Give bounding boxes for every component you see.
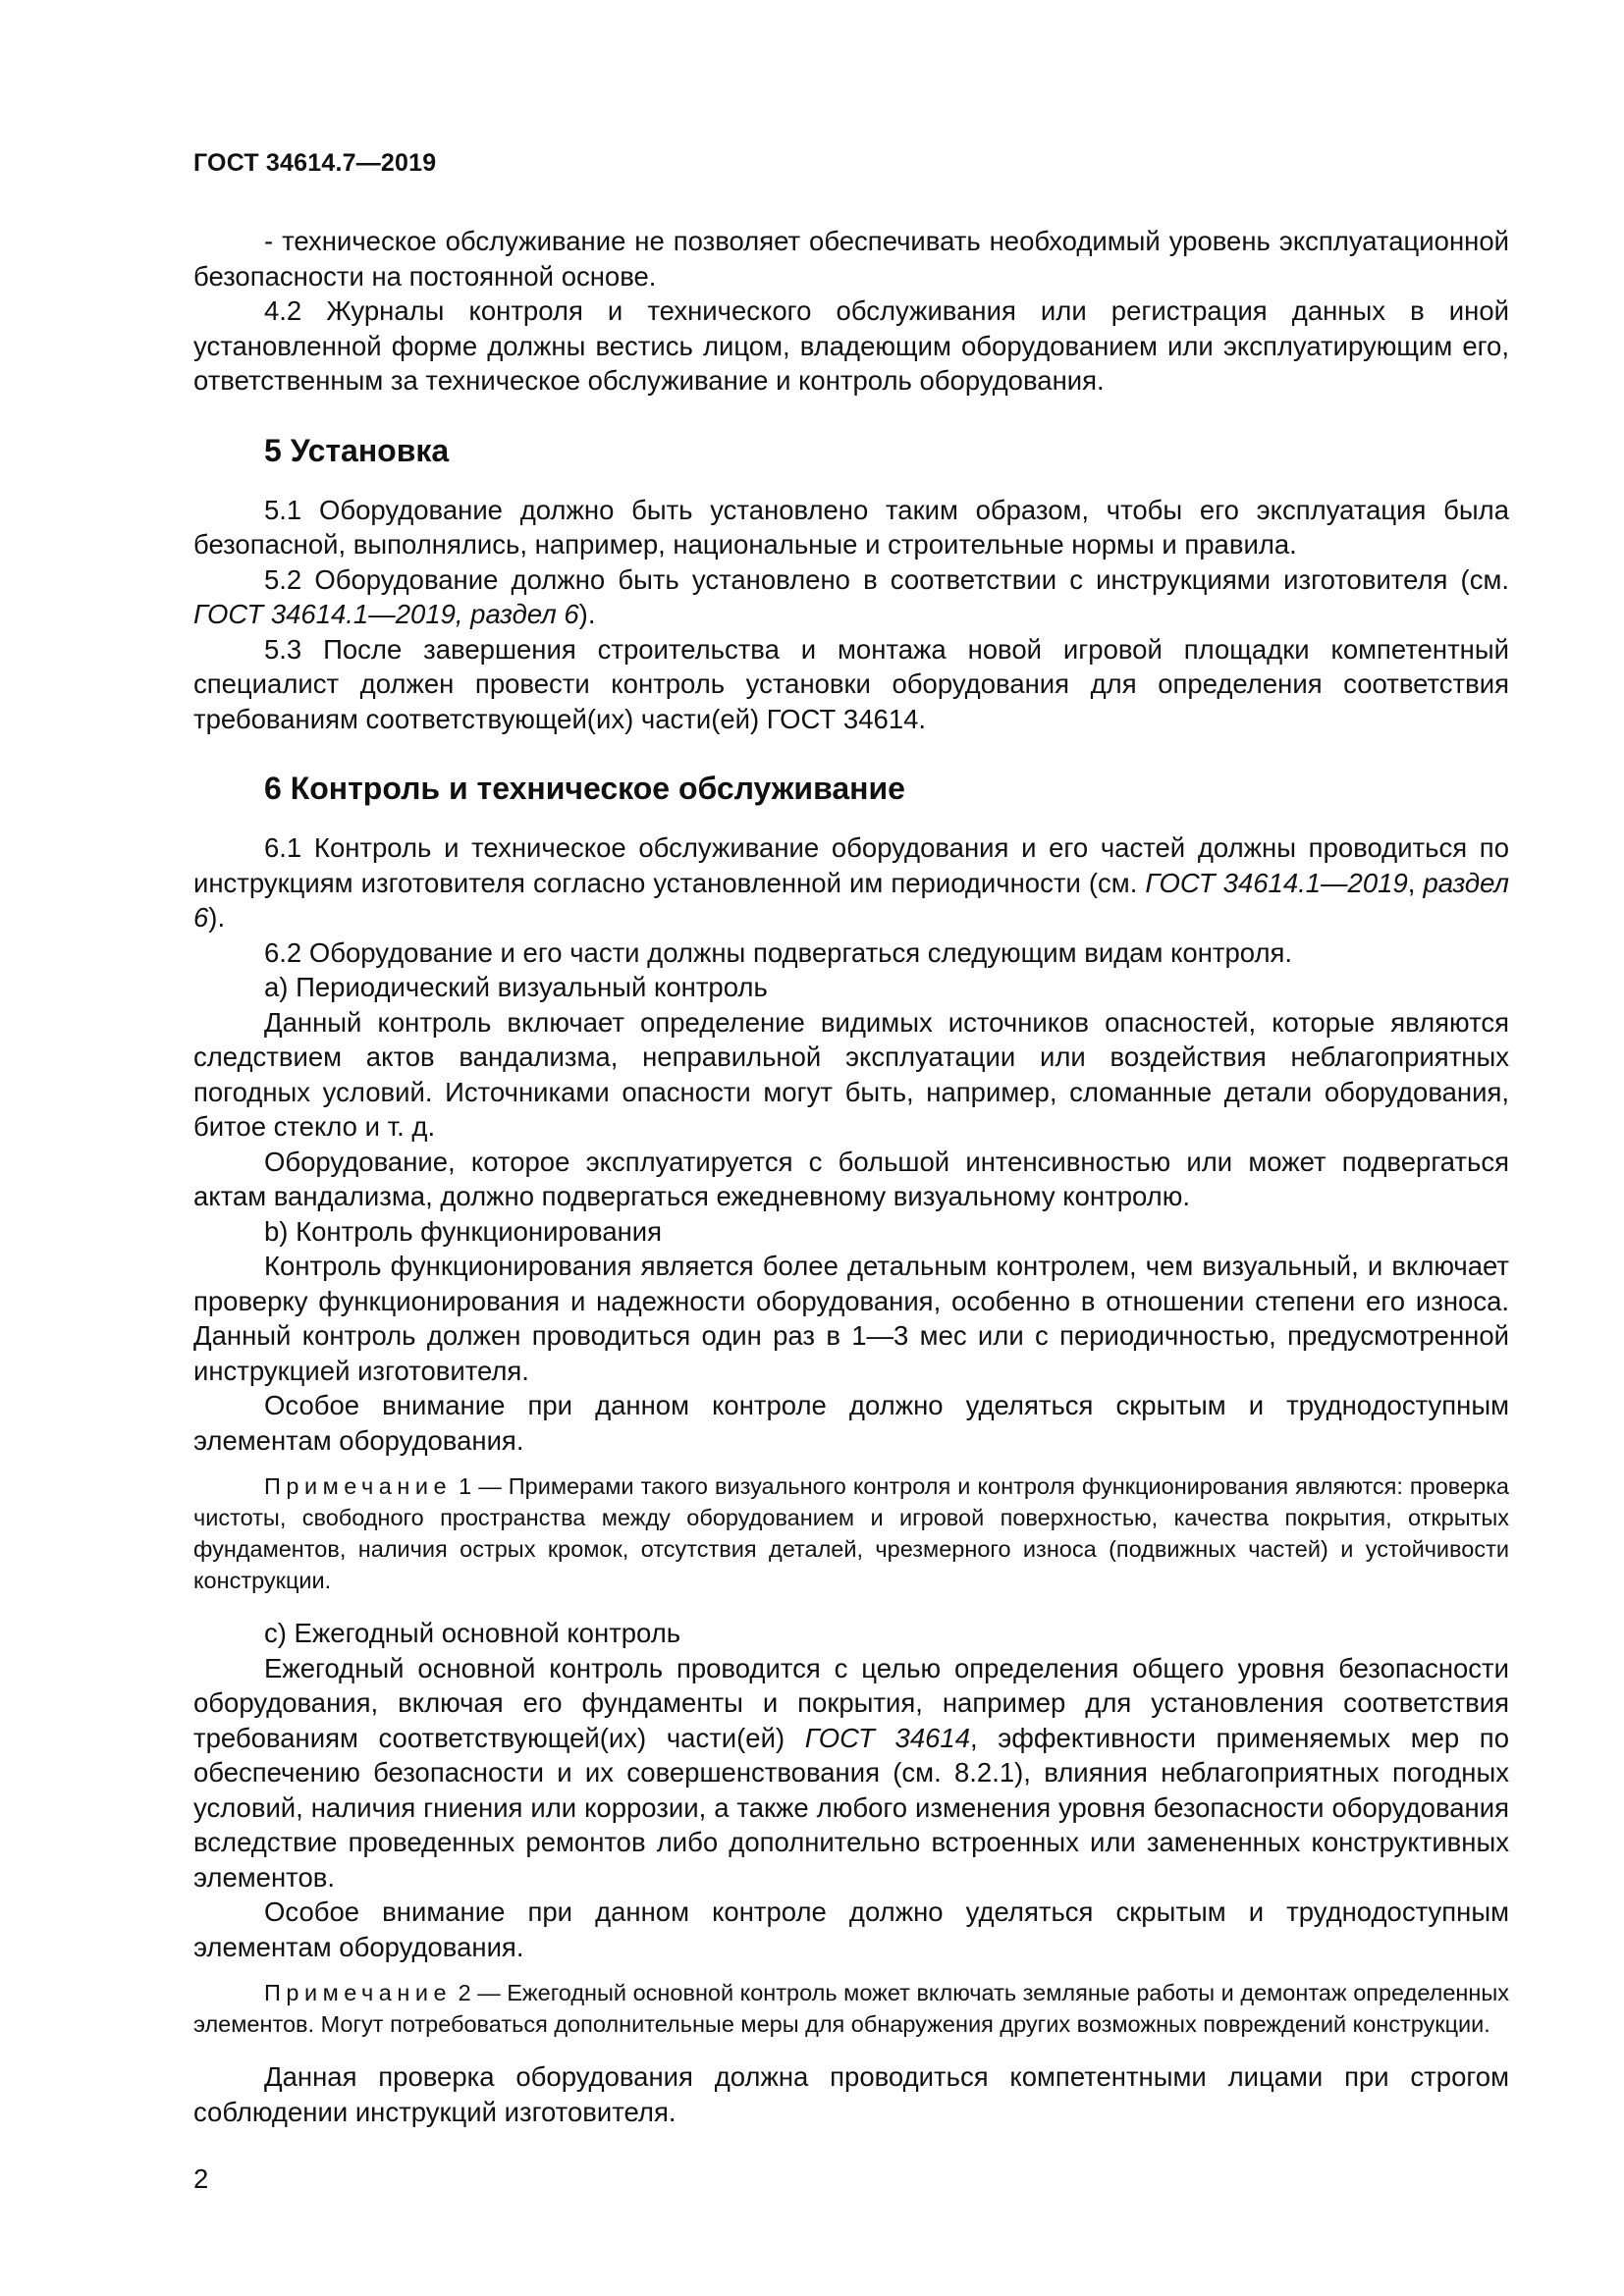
item-c-title: c) Ежегодный основной контроль xyxy=(264,1618,681,1648)
paragraph-6-1-text: 6.1 Контроль и техническое обслуживание оборудования и его частей должны проводиться по инструкциям изготовителя согласно установленной им периодичности (см. xyxy=(193,832,1509,898)
item-b-paragraph-1: Контроль функционирования является более детальным контролем, чем визуальный, и включает проверку функционирования и надежности оборудования, особенно в отношении степени его износа. Данный контроль должен проводиться один раз в 1—3 мес или с периодичностью, предусмотренной инструкцией изготовителя. xyxy=(193,1251,1509,1386)
note-2-text: 2 — Ежегодный основной контроль может включать земляные работы и демонтаж определенных элементов. Могут потребоваться дополнительные меры для обнаружения других возможных повреждений конструкции. xyxy=(193,1980,1509,2037)
paragraph-dash-item: - техническое обслуживание не позволяет обеспечивать необходимый уровень эксплуатационной безопасности на постоянной основе. xyxy=(193,226,1509,292)
item-c-paragraph-2: Особое внимание при данном контроле должно уделяться скрытым и труднодоступным элементам оборудования. xyxy=(193,1896,1509,1962)
item-b-title: b) Контроль функционирования xyxy=(264,1215,663,1247)
item-c-paragraph-1 xyxy=(193,1651,1509,1896)
note-1-label: Примечание xyxy=(264,1473,453,1499)
paragraph-5-2-end: ). xyxy=(578,599,596,629)
paragraph-6-1-reference: ГОСТ 34614.1—2019 xyxy=(1145,867,1408,898)
paragraph-5-2 xyxy=(193,562,1509,632)
paragraph-6-2: 6.2 Оборудование и его части должны подвергаться следующим видам контроля. xyxy=(264,936,1293,968)
document-code-header: ГОСТ 34614.7—2019 xyxy=(193,149,437,177)
paragraph-6-1-separator: , xyxy=(1407,867,1424,898)
section-5-heading: 5 Установка xyxy=(264,432,450,468)
paragraph-5-1: 5.1 Оборудование должно быть установлено таким образом, чтобы его эксплуатация была безопасной, выполнялись, например, национальные и строительные нормы и правила. xyxy=(193,494,1509,560)
paragraph-5-2-reference: ГОСТ 34614.1—2019, раздел 6 xyxy=(193,599,579,629)
item-c-paragraph-1-text: Ежегодный основной контроль проводится с целью определения общего уровня безопасности оборудования, включая его фундаменты и покрытия, например для установления соответствия требованиям соответствующей(их) части(ей) xyxy=(193,1652,1509,1753)
item-c-paragraph-1-end: , эффективности применяемых мер по обеспечению безопасности и их совершенствования (см. 8.2.1), влияния неблагоприятных погодных условий, наличия гниения или коррозии, а также любого изменения уровня безопасности оборудования вследствие проведенных ремонтов либо дополнительно встроенных или замененных конструктивных элементов. xyxy=(193,1722,1509,1893)
page-number: 2 xyxy=(193,2163,209,2194)
paragraph-5-3: 5.3 После завершения строительства и монтажа новой игровой площадки компетентный специалист должен провести контроль установки оборудования для определения соответствия требованиям соответствующей(их) части(ей) ГОСТ 34614. xyxy=(193,633,1509,734)
section-6-heading: 6 Контроль и техническое обслуживание xyxy=(264,771,905,806)
paragraph-6-1-section-reference: раздел 6 xyxy=(193,867,1510,933)
paragraph-6-1 xyxy=(193,830,1509,935)
note-2 xyxy=(193,1977,1509,2040)
note-1-text: 1 — Примерами такого визуального контроля и контроля функционирования являются: проверка чистоты, свободного пространства между оборудованием и игровой поверхностью, качества покрытия, открытых фундаментов, наличия острых кромок, отсутствия деталей, чрезмерного износа (подвижных частей) и устойчивости конструкции. xyxy=(193,1473,1509,1593)
item-a-paragraph-2: Оборудование, которое эксплуатируется с большой интенсивностью или может подвергаться актам вандализма, должно подвергаться ежедневному визуальному контролю. xyxy=(193,1146,1509,1211)
final-paragraph: Данная проверка оборудования должна проводиться компетентными лицами при строгом соблюдении инструкций изготовителя. xyxy=(193,2061,1509,2127)
item-b-paragraph-2: Особое внимание при данном контроле должно уделяться скрытым и труднодоступным элементам оборудования. xyxy=(193,1390,1509,1456)
paragraph-6-1-end: ). xyxy=(208,902,226,933)
paragraph-4-2: 4.2 Журналы контроля и технического обслуживания или регистрация данных в иной установленной форме должны вестись лицом, владеющим оборудованием или эксплуатирующим его, ответственным за техническое обслуживание и контроль оборудования. xyxy=(193,295,1509,396)
item-a-title: a) Периодический визуальный контроль xyxy=(264,972,768,1002)
document-body xyxy=(193,224,1509,2129)
item-a-paragraph-1: Данный контроль включает определение видимых источников опасностей, которые являются следствием актов вандализма, неправильной эксплуатации или воздействия неблагоприятных погодных условий. Источниками опасности могут быть, например, сломанные детали оборудования, битое стекло и т. д. xyxy=(193,1006,1509,1142)
note-2-label: Примечание xyxy=(264,1980,453,2005)
item-c-paragraph-1-reference: ГОСТ 34614 xyxy=(804,1722,970,1753)
note-1 xyxy=(193,1470,1509,1596)
paragraph-5-2-text: 5.2 Оборудование должно быть установлено в соответствии с инструкциями изготовителя (см. xyxy=(264,563,1509,595)
